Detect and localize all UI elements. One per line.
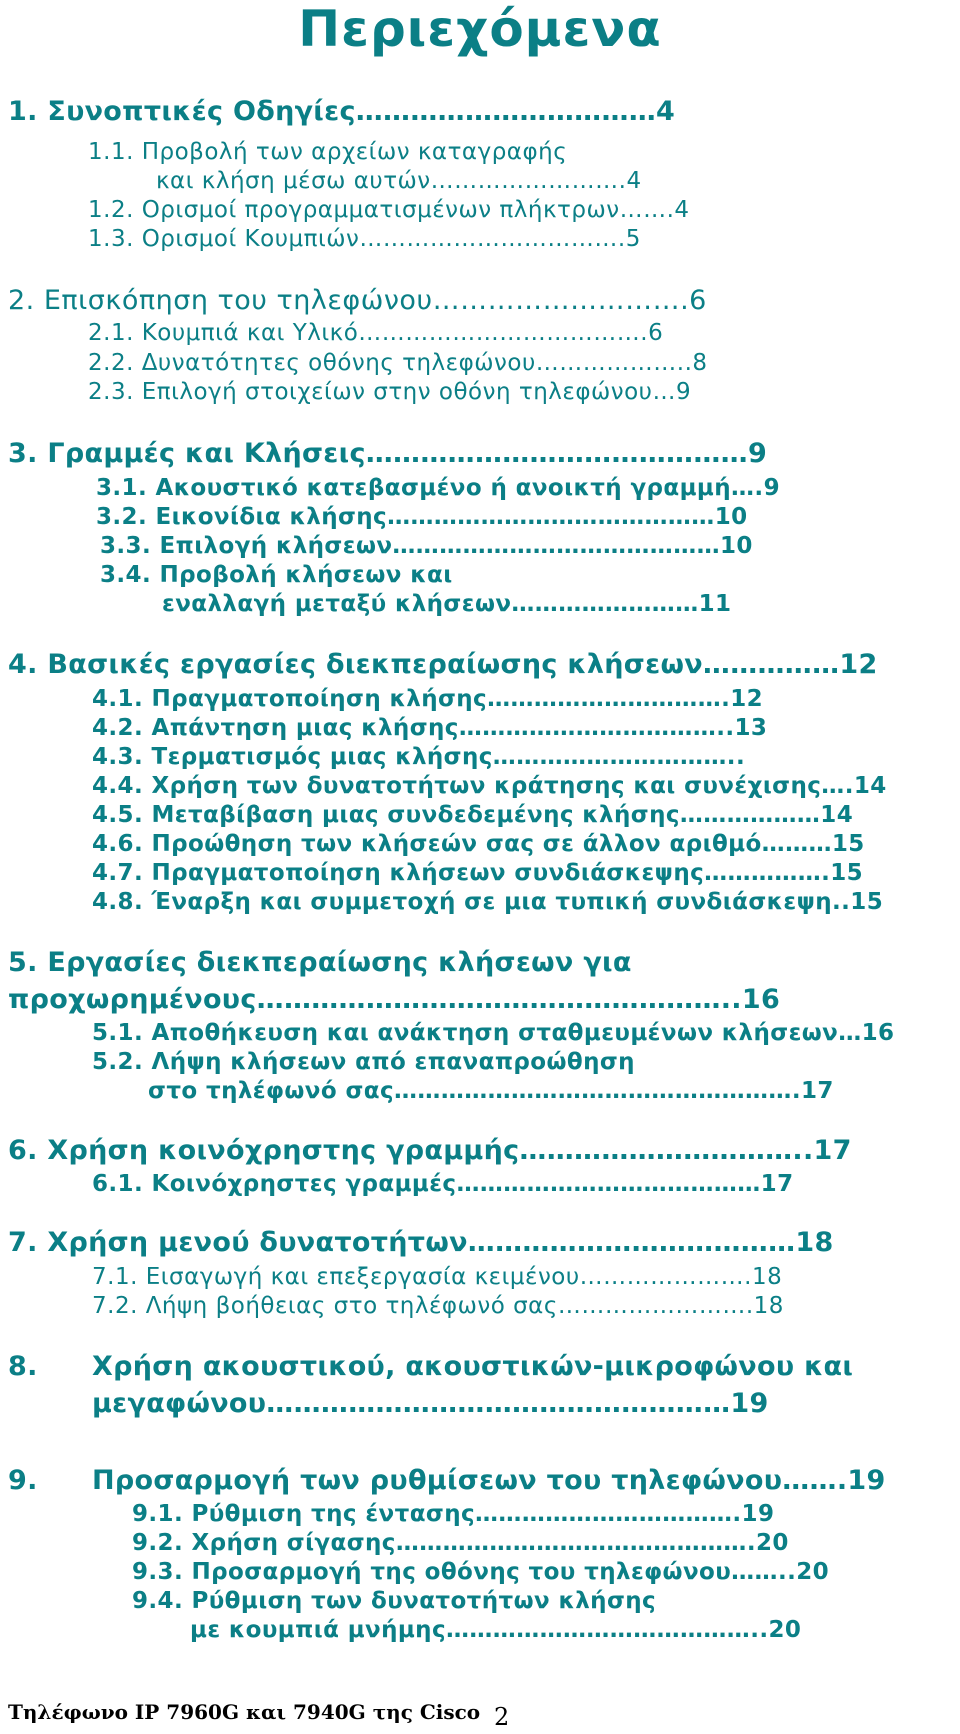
- toc-entry-7-1[interactable]: 7.1. Εισαγωγή και επεξεργασία κειμένου………………….18: [92, 1264, 783, 1290]
- toc-entry-4-7[interactable]: 4.7. Πραγματοποίηση κλήσεων συνδιάσκεψης…………….15: [92, 860, 864, 886]
- toc-entry-3-3[interactable]: 3.3. Επιλογή κλήσεων……………………………………10: [100, 533, 753, 559]
- toc-entry-8[interactable]: Χρήση ακουστικού, ακουστικών-μικροφώνου και: [92, 1351, 854, 1382]
- toc-entry-1-1-cont[interactable]: και κλήση μέσω αυτών…………………….4: [156, 168, 642, 194]
- toc-entry-2-3[interactable]: 2.3. Επιλογή στοιχείων στην οθόνη τηλεφώνου…9: [88, 379, 692, 405]
- toc-entry-4-8[interactable]: 4.8. Έναρξη και συμμετοχή σε μια τυπική συνδιάσκεψη..15: [92, 889, 884, 915]
- toc-entry-7-2[interactable]: 7.2. Λήψη βοήθειας στο τηλέφωνό σας…………………….18: [92, 1293, 784, 1319]
- toc-entry-7[interactable]: 7. Χρήση μενού δυνατοτήτων………………………………18: [8, 1227, 834, 1258]
- toc-entry-9-2[interactable]: 9.2. Χρήση σίγασης……………………………………….20: [132, 1530, 789, 1556]
- toc-entry-3-4[interactable]: 3.4. Προβολή κλήσεων και: [100, 562, 453, 588]
- toc-entry-1-2[interactable]: 1.2. Ορισμοί προγραμματισμένων πλήκτρων…….4: [88, 197, 690, 223]
- toc-entry-4-3[interactable]: 4.3. Τερματισμός μιας κλήσης…………………………..: [92, 744, 746, 770]
- toc-entry-9-4[interactable]: 9.4. Ρύθμιση των δυνατοτήτων κλήσης: [132, 1588, 657, 1614]
- toc-entry-5[interactable]: 5. Εργασίες διεκπεραίωσης κλήσεων για: [8, 947, 632, 978]
- toc-entry-6[interactable]: 6. Χρήση κοινόχρηστης γραμμής…………………………..17: [8, 1135, 852, 1166]
- toc-entry-9-number: 9.: [8, 1465, 38, 1496]
- toc-entry-3-4-cont[interactable]: εναλλαγή μεταξύ κλήσεων……………………11: [162, 591, 732, 617]
- toc-entry-8-number: 8.: [8, 1351, 38, 1382]
- toc-entry-8-cont[interactable]: μεγαφώνου……………………………………………19: [92, 1388, 769, 1419]
- toc-entry-2[interactable]: 2. Επισκόπηση του τηλεφώνου……………………….6: [8, 285, 707, 316]
- toc-entry-9-1[interactable]: 9.1. Ρύθμιση της έντασης…………………………….19: [132, 1501, 775, 1527]
- toc-entry-4-5[interactable]: 4.5. Μεταβίβαση μιας συνδεδεμένης κλήσης………………14: [92, 802, 854, 828]
- toc-entry-1[interactable]: 1. Συνοπτικές Οδηγίες……………………………4: [8, 96, 676, 127]
- toc-entry-4-4[interactable]: 4.4. Χρήση των δυνατοτήτων κράτησης και συνέχισης….14: [92, 773, 887, 799]
- page-number: 2: [494, 1703, 510, 1731]
- document-footer: Τηλέφωνο IP 7960G και 7940G της Cisco: [8, 1700, 481, 1724]
- toc-entry-4-6[interactable]: 4.6. Προώθηση των κλήσεών σας σε άλλον αριθμό………15: [92, 831, 865, 857]
- toc-entry-1-3[interactable]: 1.3. Ορισμοί Κουμπιών…………………………….5: [88, 226, 641, 252]
- toc-entry-2-2[interactable]: 2.2. Δυνατότητες οθόνης τηλεφώνου………………..8: [88, 350, 708, 376]
- toc-entry-2-1[interactable]: 2.1. Κουμπιά και Υλικό……………………………….6: [88, 320, 664, 346]
- toc-entry-9-4-cont[interactable]: με κουμπιά μνήμης…………………………………..20: [190, 1617, 802, 1643]
- toc-entry-9[interactable]: Προσαρμογή των ρυθμίσεων του τηλεφώνου…….19: [92, 1465, 886, 1496]
- toc-entry-5-2-cont[interactable]: στο τηλέφωνό σας…………………………………………….17: [148, 1078, 834, 1104]
- toc-entry-1-1[interactable]: 1.1. Προβολή των αρχείων καταγραφής: [88, 139, 568, 165]
- toc-entry-9-3[interactable]: 9.3. Προσαρμογή της οθόνης του τηλεφώνου……..20: [132, 1559, 830, 1585]
- toc-entry-3-1[interactable]: 3.1. Ακουστικό κατεβασμένο ή ανοικτή γραμμή….9: [96, 475, 780, 501]
- toc-entry-5-2[interactable]: 5.2. Λήψη κλήσεων από επαναπροώθηση: [92, 1049, 635, 1075]
- toc-entry-5-1[interactable]: 5.1. Αποθήκευση και ανάκτηση σταθμευμένων κλήσεων…16: [92, 1020, 895, 1046]
- toc-entry-5-cont[interactable]: προχωρημένους……………………………………………..16: [8, 984, 781, 1015]
- toc-entry-4-1[interactable]: 4.1. Πραγματοποίηση κλήσης………………………….12: [92, 686, 764, 712]
- toc-entry-3-2[interactable]: 3.2. Εικονίδια κλήσης……………………………………10: [96, 504, 748, 530]
- toc-entry-4-2[interactable]: 4.2. Απάντηση μιας κλήσης……………………………..13: [92, 715, 768, 741]
- toc-entry-3[interactable]: 3. Γραμμές και Κλήσεις……………………………………9: [8, 438, 768, 469]
- toc-entry-6-1[interactable]: 6.1. Κοινόχρηστες γραμμές…………………………………17: [92, 1171, 794, 1197]
- toc-entry-4[interactable]: 4. Βασικές εργασίες διεκπεραίωσης κλήσεων……………12: [8, 649, 878, 680]
- page-title: Περιεχόμενα: [298, 0, 662, 58]
